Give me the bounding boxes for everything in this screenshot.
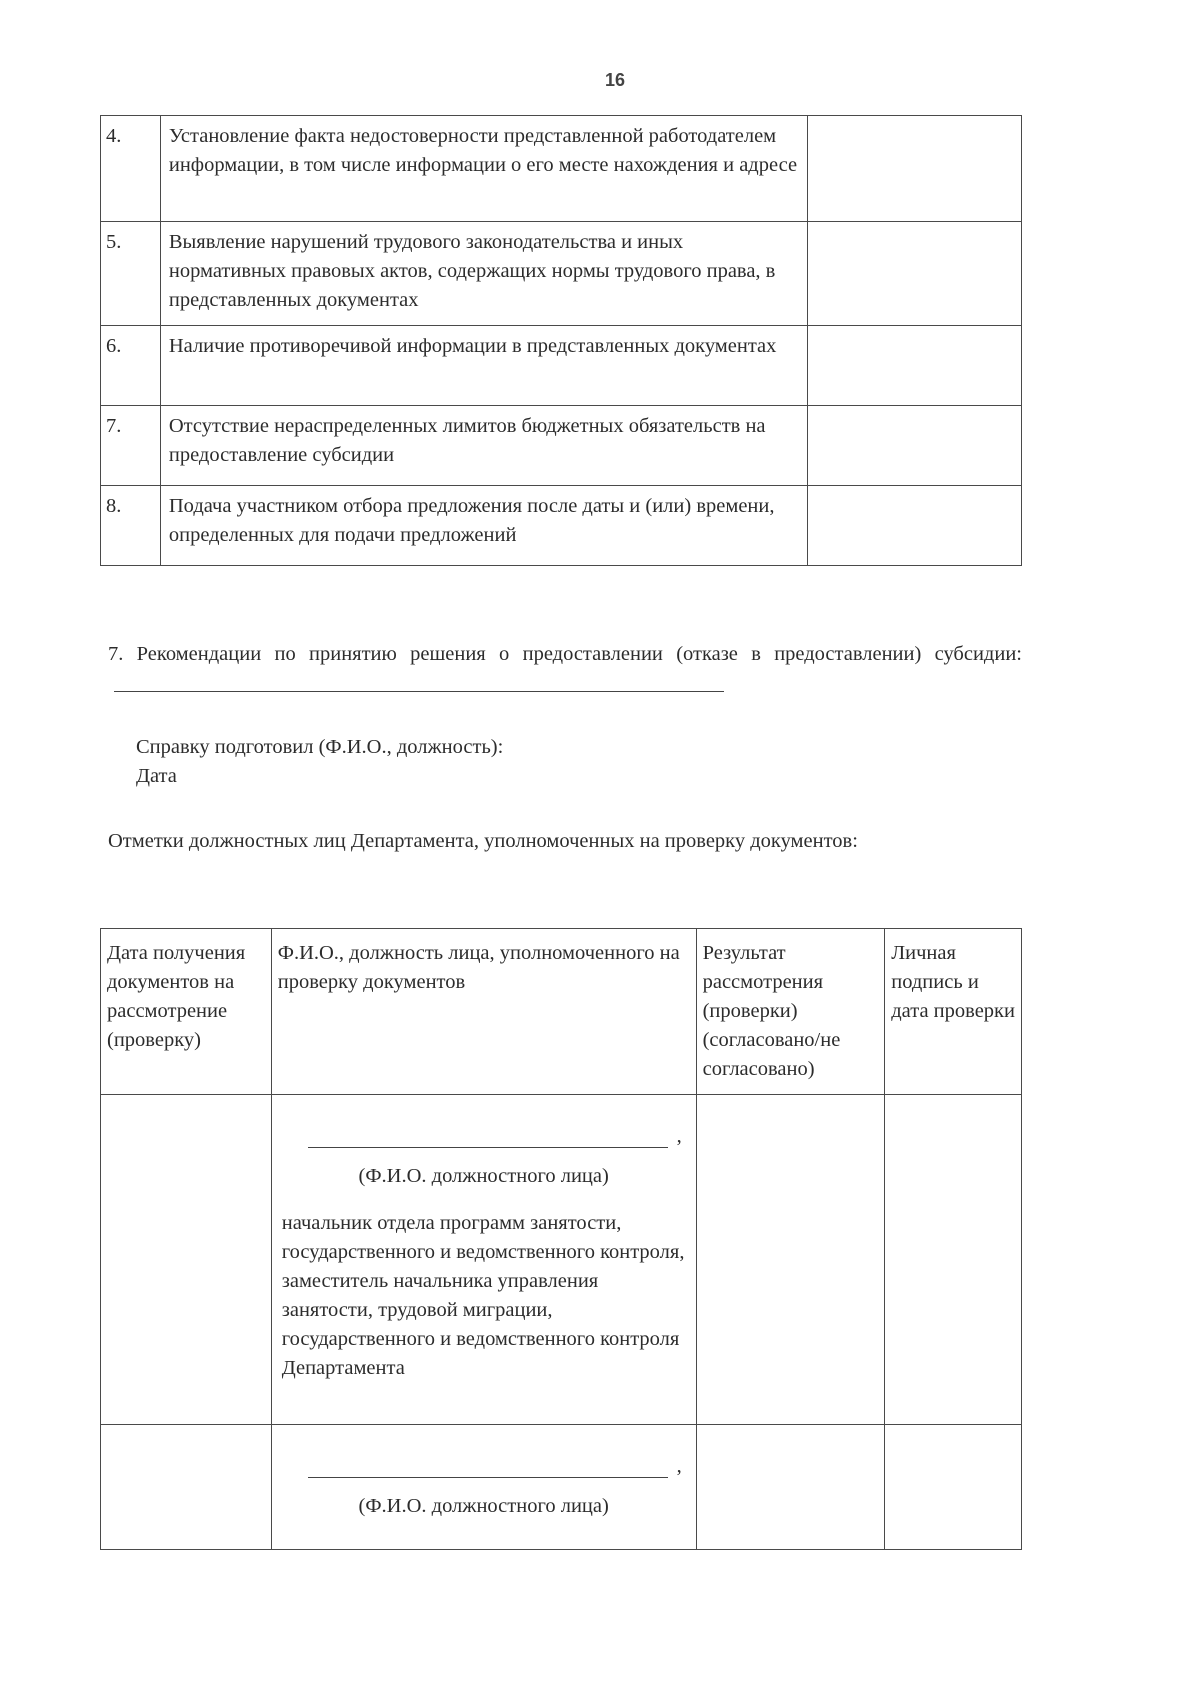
header-official: Ф.И.О., должность лица, уполномоченного на проверку документов xyxy=(271,929,696,1095)
table-row xyxy=(101,486,1022,566)
criteria-mark-cell[interactable] xyxy=(807,406,1021,486)
criteria-num: 5. xyxy=(101,222,161,326)
fio-caption: (Ф.И.О. должностного лица) xyxy=(358,1495,609,1517)
fio-signature-line[interactable] xyxy=(308,1125,682,1148)
table-row xyxy=(101,406,1022,486)
criteria-table xyxy=(100,115,1022,566)
header-date: Дата получения документов на рассмотрение (проверку) xyxy=(101,929,272,1095)
signature-table xyxy=(100,928,1022,1550)
date-cell[interactable] xyxy=(101,1095,272,1425)
criteria-num: 8. xyxy=(101,486,161,566)
result-cell[interactable] xyxy=(696,1425,885,1550)
criteria-num: 4. xyxy=(101,116,161,222)
page-number: 16 xyxy=(604,70,626,90)
table-row xyxy=(101,326,1022,406)
table-header-row xyxy=(101,929,1022,1095)
header-result: Результат рассмотрения (проверки) (согласовано/не согласовано) xyxy=(696,929,885,1095)
criteria-text: Наличие противоречивой информации в представленных документах xyxy=(160,326,807,406)
result-cell[interactable] xyxy=(696,1095,885,1425)
official-cell xyxy=(271,1425,696,1550)
criteria-mark-cell[interactable] xyxy=(807,326,1021,406)
official-cell xyxy=(271,1095,696,1425)
criteria-mark-cell[interactable] xyxy=(807,486,1021,566)
fio-signature-line[interactable] xyxy=(308,1455,682,1478)
fio-caption: (Ф.И.О. должностного лица) xyxy=(358,1165,609,1187)
marks-intro: Отметки должностных лиц Департамента, уполномоченных на проверку документов: xyxy=(108,830,858,852)
criteria-num: 7. xyxy=(101,406,161,486)
header-signature: Личная подпись и дата проверки xyxy=(885,929,1022,1095)
prepared-by-label: Справку подготовил (Ф.И.О., должность): xyxy=(136,736,504,758)
date-cell[interactable] xyxy=(101,1425,272,1550)
official-position: начальник отдела программ занятости, государственного и ведомственного контроля, заместитель начальника управления занятости, трудовой миграции, государственного и ведомственного контроля Департамента xyxy=(281,1212,685,1379)
recommendation-fill-line[interactable] xyxy=(114,669,724,692)
signature-cell[interactable] xyxy=(885,1425,1022,1550)
table-row xyxy=(101,1095,1022,1425)
criteria-text: Выявление нарушений трудового законодательства и иных нормативных правовых актов, содержащих нормы трудового права, в представленных документах xyxy=(160,222,807,326)
table-row xyxy=(101,222,1022,326)
criteria-mark-cell[interactable] xyxy=(807,222,1021,326)
criteria-num: 6. xyxy=(101,326,161,406)
signature-cell[interactable] xyxy=(885,1095,1022,1425)
recommendation-text: 7. Рекомендации по принятию решения о предоставлении (отказе в предоставлении) субсидии: xyxy=(108,643,1022,665)
fio-comma: , xyxy=(676,1125,682,1147)
prepared-date-label: Дата xyxy=(136,765,177,787)
prepared-block xyxy=(136,733,503,791)
recommendation-paragraph xyxy=(108,640,1022,701)
criteria-text: Подача участником отбора предложения после даты и (или) времени, определенных для подачи предложений xyxy=(160,486,807,566)
criteria-text: Установление факта недостоверности представленной работодателем информации, в том числе информации о его месте нахождения и адресе xyxy=(160,116,807,222)
table-row xyxy=(101,1425,1022,1550)
criteria-mark-cell[interactable] xyxy=(807,116,1021,222)
table-row xyxy=(101,116,1022,222)
fio-comma: , xyxy=(676,1455,682,1477)
criteria-text: Отсутствие нераспределенных лимитов бюджетных обязательств на предоставление субсидии xyxy=(160,406,807,486)
